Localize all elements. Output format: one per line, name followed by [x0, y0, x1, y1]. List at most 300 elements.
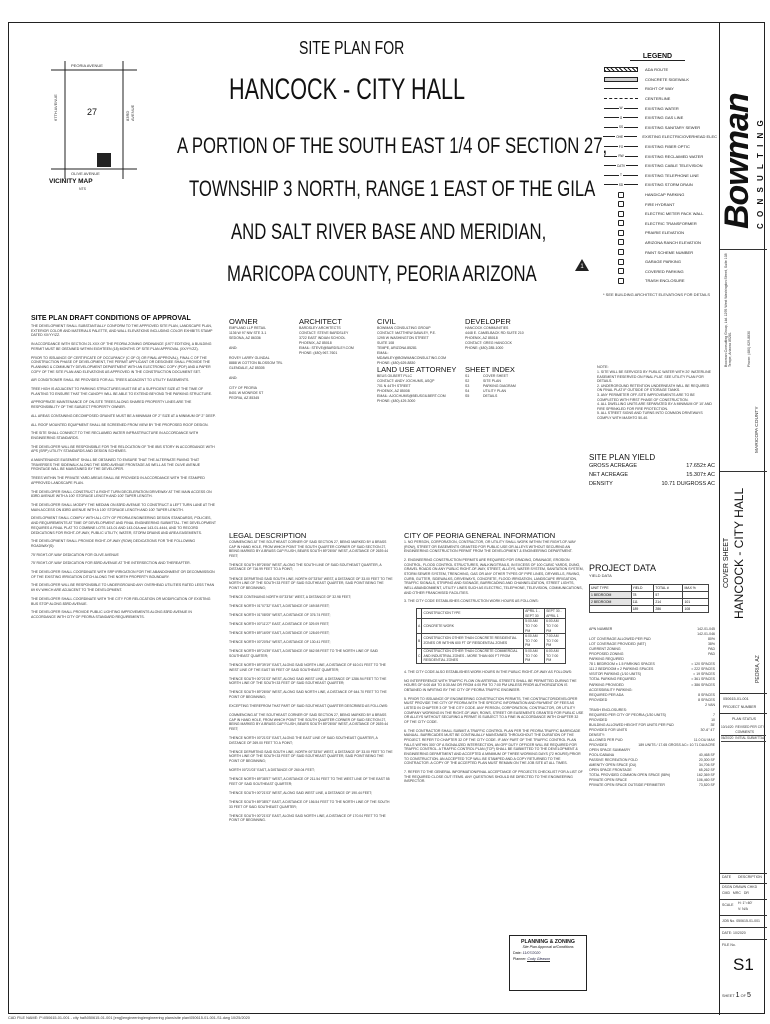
note-item: 3. ANY PERIMETER OFF-SITE IMPROVEMENTS ARE TO BE COMPLETED WITH FIRST PHASE OF CONSTRUCTION.: [597, 392, 695, 402]
legend-label: ELECTRIC METER PACK WALL: [645, 211, 704, 217]
project-data-label: ALLOWED PER PUD: [589, 738, 623, 743]
legend-row: [597, 113, 717, 123]
project-data-value: 34,706 SF: [698, 763, 715, 768]
unit-table-cell: [683, 592, 709, 599]
project-data-label: PASSIVE RECREATION FOLD: [589, 758, 638, 763]
condition-item: AIR CONDITIONER SHALL BE PROVIDED FOR ALL TREES ADJACENT TO UTILITY EASEMENTS.: [31, 378, 190, 383]
civil-title: CIVIL: [377, 317, 396, 326]
unit-table-cell: 111: [631, 599, 654, 606]
yield-label: NET ACREAGE: [589, 472, 629, 478]
sheet-index-name: PARKING DIAGRAM: [483, 384, 516, 388]
project-data-label: LOT COVERAGE ALLOWED PER P&D: [589, 637, 651, 642]
stamp-title: PLANNING & ZONING: [521, 939, 575, 945]
unit-yield-table: [589, 584, 709, 613]
project-data-value: 7: [713, 712, 715, 717]
land_use-line: BEUS GILBERT PLLC: [377, 374, 413, 378]
land_use-line: PHOENIX, AZ 85008: [377, 389, 410, 393]
title-line-2: HANCOCK - CITY HALL: [229, 73, 466, 106]
project-data-value: 189 UNITS / 17.65 GROSS AC= 10.71 DU/ACRE: [638, 743, 715, 748]
legend-row: [597, 151, 717, 161]
project-data-label: 78 1 BEDROOM x 1.5 PARKING SPACES: [589, 662, 655, 667]
legend-symbol-cp-icon: [597, 268, 645, 274]
legend-label: PAINT SCHEME NUMBER: [645, 249, 694, 255]
project-data-label: REQUIRED PER CITY OF PEORIA (1/30 UNITS): [589, 712, 666, 717]
project-data-label: PRIVATE OPEN SPACE OUTSIDE PERIMETER: [589, 783, 665, 788]
legend-label: EXISTING STORM DRAIN: [645, 182, 693, 188]
unit-table-cell: 78: [631, 592, 654, 599]
company-sub: C O N S U L T I N G: [756, 118, 765, 229]
project-data-value: 30'-6" 47': [700, 727, 715, 732]
owner-line: AND:: [229, 376, 238, 380]
drawn-value: MRC: [732, 891, 741, 895]
plan-status-label: PLAN STATUS: [732, 717, 757, 721]
civil-text: [377, 326, 452, 366]
plan-status-desc: INITIAL SUBMITTAL: [735, 736, 765, 740]
legend-label: EXISTING ELECTRIC/OVERHEAD ELEC: [642, 134, 717, 140]
job-no-value: 050615-01-001: [736, 919, 760, 923]
condition-item: THE DEVELOPER SHALL CONSTRUCT A RIGHT TURN DECELERATION DRIVEWAY AT THE MAIN ACCESS ON 83RD AVENUE WITH A 100' STORAGE LENGTH AND 100' TAPER LENGTH.: [31, 489, 212, 499]
legend-row: [597, 65, 717, 75]
tb-description-label: DESCRIPTION: [738, 875, 762, 879]
legal-paragraph: THENCE NORTH 89°39'19" EAST, ALONG SAID NORTH LINE, A DISTANCE OF 610.01 FEET TO THE WEST LINE OF THE EAST 55 FEET OF SAID SOUTHEAST QUARTER;: [229, 663, 386, 672]
legend-symbol-ss-icon: SS: [597, 124, 645, 130]
stamp-date-label: Date:: [513, 951, 522, 955]
of-word: OF: [740, 994, 746, 998]
project-number-label: PROJECT NUMBER: [723, 705, 757, 709]
project-data-label: PROVIDED: [589, 743, 608, 748]
project-data-label: REQUIRED PER ADA: [589, 692, 624, 697]
owner-line: PEORIA, AZ 85345: [229, 396, 260, 400]
legend-symbol-fo-icon: FO: [597, 144, 645, 150]
legend-label: GARAGE PARKING: [645, 259, 681, 265]
legal-paragraph: THENCE SOUTH 00°21'03" WEST, ALONG SAID WEST LINE, A DISTANCE OF 190.44 FEET;: [229, 790, 372, 795]
legend-symbol-g-icon: G: [597, 115, 645, 121]
sheet-word: SHEET: [722, 994, 735, 998]
civil-line: TEMPE, ARIZONA 85281: [377, 346, 417, 350]
yield-value: 17.652± AC: [686, 463, 715, 469]
project-data: [589, 563, 715, 789]
legend: [597, 53, 717, 297]
general-info-item: 3. THE CITY CODE ESTABLISHES CONSTRUCTION WORK HOURS AS FOLLOWS:: [404, 599, 539, 604]
company-logo: Bowman: [718, 93, 756, 229]
legend-symbol-sd-icon: SD: [597, 182, 645, 188]
owner-line: 1136 W 97 NW STE 3-1: [229, 331, 267, 335]
vicinity-nts: NTS: [79, 187, 86, 191]
condition-item: A MAINTENANCE EASEMENT SHALL BE OBTAINED TO ENSURE THAT THE ALTERNATE PAVING THAT TRAVERSES THE SIDEWALK ALONG THE 83RD AVENUE FRONTAGE AS WELL AS THE OLIVE AVENUE FRONTAGE WILL BE MAINTAINED BY THE DEVELOPER.: [31, 458, 201, 472]
title-line-1: SITE PLAN FOR: [299, 38, 405, 58]
legal-paragraph: THENCE SOUTH 89°38'57" EAST, A DISTANCE OF 156.54 FEET TO THE NORTH LINE OF THE SOUTH 33 FEET OF SAID SOUTHEAST QUARTER;: [229, 799, 390, 809]
legend-label: ELECTRIC TRANSFORMER: [645, 220, 697, 226]
legend-row: [597, 190, 717, 200]
legal-paragraph: NORTH 00°21'03" EAST, A DISTANCE OF 260.04 FEET;: [229, 768, 315, 773]
legend-label: COVERED PARKING: [645, 268, 684, 274]
legend-symbol-em-icon: [597, 211, 645, 217]
vicinity-map-title: VICINITY MAP: [49, 178, 93, 185]
stamp-planner: Cody Gleason: [527, 957, 551, 961]
sheet-index-name: SITE PLAN: [483, 379, 501, 383]
job-number-top: 050615-01-001: [723, 697, 749, 701]
legend-label: TRASH ENCLOSURE: [645, 278, 685, 284]
land-use-title: LAND USE ATTORNEY: [377, 365, 457, 374]
unit-table-cell: 108: [683, 606, 709, 613]
condition-item: THE DEVELOPER WILL BE RESPONSIBLE TO UNDERGROUND ANY OVERHEAD UTILITIES RATED LESS THAN 69 KV WHICH ARE ADJACENT TO THE DEVELOPMENT.: [31, 583, 215, 593]
legend-symbol-gp-icon: [597, 259, 645, 265]
unit-table-row: [590, 599, 709, 606]
developer-line: PHONE: (480) 285-1000: [465, 346, 504, 350]
unit-table-header: UNIT TYPE: [590, 585, 632, 592]
owner-text: [229, 326, 289, 401]
civil-line: EMAIL: MDAWLEY@BOWMANCONSULTING.COM: [377, 351, 447, 360]
general-info-item: 5. PRIOR TO ISSUANCE OF ENGINEERING CONSTRUCTION PERMITS, THE CONTRACTOR/DEVELOPER MUST PROVIDE THE CITY OF PEORIA WITH THE SPECIFIC INFORMATION AND PAYMENT OF FEES AS LISTED IN CHAPTER 3 OF THE CITY CODE. ANY PERSON, CORPORATION, CONTRACTOR, OR UTILITY COMPANY WORKING IN THE RIGHT-OF-WAY, ROWS, STREET OR EASEMENTS GRANTED FOR PUBLIC USE OR ALLEYS WITHOUT SECURING A PERMIT IS SUBJECT TO A FINE IN ACCORDANCE WITH CHAPTER 32 OF THE CITY CODE.: [404, 696, 584, 724]
title-line-3: A PORTION OF THE SOUTH EAST 1/4 OF SECTION 27,: [177, 133, 608, 158]
general-info-item: 6. THE CONTRACTOR SHALL SUBMIT A TRAFFIC CONTROL PLAN PER THE PEORIA TRAFFIC BARRICADE MANUAL. BARRICADES MUST BE CONTINUALLY MAINTAINED THROUGHOUT THE DURATION OF THE PROJECT. REFER TO CHAPTER 32 OF THE CITY CODE. IF ANY PART OF THE TRAFFIC CONTROL PLAN FALLS WITHIN 300' OF A SIGNALIZED INTERSECTION, AN OFF DUTY OFFICER WILL BE REQUIRED FOR TRAFFIC CONTROL. A TRAFFIC CONTROL PLAN (TCP) SHALL BE SUBMITTED TO THE DEVELOPMENT & ENGINEERING DEPARTMENT AND ACCEPTED A MINIMUM OF THREE WORKING DAYS (72 HOURS) PRIOR TO CONSTRUCTION. AN ACCEPTED TCP WILL BE STAMPED AND A COPY RETURNED TO THE CONTRACTOR. A COPY OF THE ACCEPTED PLAN MUST REMAIN ON THE JOB SITE AT ALL TIMES.: [404, 728, 581, 766]
land-use-text: [377, 374, 457, 404]
unit-table-cell: 214: [654, 599, 683, 606]
legend-row: [597, 132, 717, 142]
tb-date-label: DATE: [722, 875, 732, 879]
sheet-index-code: S1: [465, 374, 470, 378]
legal-list: [229, 540, 394, 823]
vicinity-map: [51, 61, 137, 181]
legend-row: [597, 75, 717, 85]
work-hours-row: [417, 634, 566, 649]
sheet-count: [722, 993, 766, 999]
date2-key: DATE:: [722, 931, 733, 935]
vicinity-section-number: 27: [87, 107, 98, 117]
owner-line: AND:: [229, 346, 238, 350]
developer-line: PHOENIX, AZ 85018: [465, 336, 498, 340]
work-hours-cell: C: [417, 649, 422, 664]
company-address: Bowman Consulting Group, Ltd. 1295 West Washington Street, Suite 108 Tempe, Arizona 85281: [724, 253, 733, 367]
condition-item: TREE HIGH IS ADJACENT TO PARKING STRUCTURES MUST BE AT A SUFFICIENT SIZE AT THE TIME OF PLANTING TO ENSURE THAT THE CANOPY WILL BE ABLE TO EXTEND BEYOND THE PARKING STRUCTURE.: [31, 387, 213, 396]
condition-item: ALL AREAS CONTAINING DECOMPOSED GRANITE MUST BE A MINIMUM OF 2" SIZE AT A MINIMUM OF 2" DEEP.: [31, 413, 216, 418]
legend-symbol-te-icon: [597, 278, 645, 284]
sheet-index-name: UTILITY PLAN: [483, 389, 507, 393]
project-data-details: [589, 627, 715, 789]
developer-line: HANCOCK COMMUNITIES: [465, 326, 509, 330]
legend-row: [597, 142, 717, 152]
bowman-logo: [718, 29, 765, 239]
work-hours-cell: 7:00 AM TO 7:00 PM: [545, 634, 566, 649]
work-hours-cell: CONSTRUCTION OTHER THAN CONCRETE RESIDENTIAL ZONES OR WITHIN 600 FT OF RESIDENTIAL ZONES: [422, 634, 524, 649]
project-name-vertical: HANCOCK - CITY HALL: [732, 487, 746, 619]
sheet-index: [465, 365, 545, 399]
condition-item: 75' RIGHT-OF-WAY DEDICATION FOR OLIVE AVENUE: [31, 552, 119, 557]
revision-number: 1: [580, 264, 584, 270]
stamp-date: 11/07/2020: [522, 951, 541, 955]
legend-symbol-ohe-icon: OHE: [597, 134, 642, 140]
general-info-item: NO INTERFERENCE WITH TRAFFIC FLOW ON ARTERIAL STREETS SHALL BE PERMITTED DURING THE HOURS OF 6:00 AM TO 8:30 AM OR FROM 4:00 PM TO 7:00 PM UNLESS PRIOR AUTHORIZATION IS OBTAINED IN WRITING BY THE CITY OF PEORIA TRAFFIC ENGINEER.: [404, 678, 577, 693]
condition-item: ALL ROOF MOUNTED EQUIPMENT SHALL BE SCREENED FROM VIEW BY THE PROPOSED ROOF DESIGN.: [31, 422, 209, 427]
condition-item: 75' RIGHT-OF-WAY DEDICATION FOR 83RD AVENUE AT THE INTERSECTION AND THEREAFTER.: [31, 561, 191, 566]
legend-note: * SEE BUILDING ARCHITECT ELEVATIONS FOR DETAILS: [603, 291, 711, 297]
land-use-block: [377, 365, 457, 404]
legend-label: ADA ROUTE: [645, 67, 669, 73]
scale-h: H: 1"=60': [738, 901, 753, 905]
owner-title: OWNER: [229, 317, 258, 326]
dsgn-value: CMD: [722, 891, 730, 895]
developer-line: 4448 E. CAMELBACK RD SUITE 210: [465, 331, 524, 335]
site-plan-yield: [589, 453, 715, 489]
legend-title: LEGEND: [630, 53, 685, 61]
land_use-line: CONTACT: ANDY JOCHUMS, ASQP: [377, 379, 435, 383]
condition-item: DEVELOPMENT SHALL COMPLY WITH ALL CITY OF PEORIA ENGINEERING DESIGN STANDARDS, POLICIES, AND REQUIREMENTS AT TIME OF DEVELOPMENT AND FINAL ENGINEERING SUBMITTAL. THE DEVELOPMENT REQUIRES A FINAL PLAT TO COMBINE LOTS 143-01 AND 143-01A and 143-01-4444, AND TO RECORD DEDICATIONS FOR RIGHT-OF-WAY, PUBLIC UTILITY, WATER, STORM DRAINS AND AREA EASEMENTS.: [31, 516, 216, 535]
architect-block: [299, 317, 364, 356]
stamp-planner-label: Planner:: [513, 957, 527, 961]
drawing-sheet: [8, 22, 765, 1014]
stamp-approval: Site Plan Approval w/Conditions: [522, 945, 574, 949]
file-label: FILE No.: [722, 943, 736, 947]
work-hours-cell: CONCRETE WORK: [422, 619, 524, 634]
unit-table-header: MAX %: [683, 585, 709, 592]
legend-row: [597, 276, 717, 286]
condition-item: THE DEVELOPER SHALL PROVIDE PUBLIC LIGHTING IMPROVEMENTS ALONG 83RD AVENUE IN ACCORDANCE WITH CITY OF PEORIA STANDARD REQUIREMENTS.: [31, 610, 192, 619]
project-data-value: = 120 SPACES: [691, 662, 715, 667]
unit-table-header: TOTAL #: [654, 585, 683, 592]
legend-symbol-hatch-icon: [597, 67, 645, 73]
project-data-label: OPEN SPACE SUMMARY: [589, 748, 631, 753]
project-data-label: OPEN SPACE FRONTAGE: [589, 768, 632, 773]
job-no-label: JOB No.: [722, 919, 736, 923]
yield-value: 15.307± AC: [686, 472, 715, 478]
vicinity-street-south: OLIVE AVENUE: [71, 171, 100, 176]
project-data-value: 142-01-045 142-01-046: [697, 627, 715, 637]
legal-paragraph: THENCE DEPARTING SAID SOUTH LINE, NORTH 00°33'54" WEST, A DISTANCE OF 33.00 FEET TO THE NORTH LINE OF THE SOUTH 33 FEET OF SAID SOUTHEAST QUARTER, SAID POINT BEING THE POINT OF BEGINNING;: [229, 576, 393, 590]
unit-table-row: [590, 592, 709, 599]
owner-block: [229, 317, 289, 401]
owner-line: EMPLAND LLP RETAIL: [229, 326, 267, 330]
yield-row: [589, 480, 715, 489]
project-data-value: 162,369 SF: [696, 773, 715, 778]
legend-list: [597, 65, 717, 286]
condition-item: THE DEVELOPER WILL BE RESPONSIBLE FOR THE RELOCATION OF THE IBIS STORY IN ACCORDANCE WITH APS (SRP) UTILITY STANDARDS AND DESIGN SCHEMES.: [31, 444, 215, 454]
cad-file-footer: CAD FILE NAME: P:\050615-01-001 - city hall\050615-01-001 [eng]\engineering\engineering plans\site plan\050615-01-001-S1.dwg 10/25/2020: [8, 1016, 250, 1020]
sheet-index-name: COVER SHEET: [483, 374, 509, 378]
project-data-label: PROVIDED: [589, 717, 608, 722]
legend-symbol-line-icon: [597, 86, 645, 92]
project-data-value: 40,468 SF: [698, 753, 715, 758]
plan-status-rows: [721, 725, 766, 742]
unit-table-cell: 57: [654, 592, 683, 599]
legend-symbol-dash-icon: [597, 96, 645, 102]
project-data-label: VISITOR PARKING (1/10 UNITS): [589, 672, 641, 677]
land_use-line: EMAIL: AJOCHUMS@BEUSGILBERT.COM: [377, 394, 446, 398]
project-data-value: = 361 SPACES: [691, 677, 715, 682]
legend-label: EXISTING RECLAIMED WATER: [645, 153, 704, 159]
plan-status-row: [721, 725, 766, 736]
project-data-value: = 222 SPACES: [691, 667, 715, 672]
condition-item: TREES WITHIN THE PRIVATE YARD AREAS SHALL BE PROVIDED IN ACCORDANCE WITH THE STAMPED APPROVED LANDSCAPE PLAN.: [31, 476, 205, 485]
project-data-value: 106,460 SF: [696, 778, 715, 783]
project-data-label: PROVIDED FOR UNITS: [589, 727, 628, 732]
legal-paragraph: THENCE NORTH 00°20'54" WEST, A DISTANCE OF 130.41 FEET;: [229, 640, 331, 645]
general-information: [404, 531, 584, 788]
legend-label: EXISTING CABLE TELEVISION: [645, 163, 703, 169]
drawn-label: DRAWN: [733, 885, 747, 889]
chkd-label: CHKD: [747, 885, 758, 889]
project-data-value: = 386 SPACES: [691, 682, 715, 687]
general-info-item: 1. NO PERSON, CORPORATION, CONTRACTOR, OR UTILITY SHALL WORK WITHIN THE RIGHT-OF-WAY (ROW), STREET OR EASEMENTS GRANTED FOR PUBLIC USE OR ALLEYS WITHOUT SECURING AN ENGINEERING CONSTRUCTION PERMIT FROM THE DEVELOPMENT & ENGINEERING DEPARTMENT.: [404, 540, 576, 554]
project-data-label: TOTAL PROVIDED COMMON OPEN SPACE (58%): [589, 773, 671, 778]
work-hours-header-cell: APRIL 1 - SEPT 30: [524, 608, 545, 618]
legend-symbol-dots-icon: [597, 76, 645, 82]
developer-line: CONTACT: GREG HANCOCK: [465, 341, 512, 345]
unit-table-cell: 286: [654, 606, 683, 613]
legend-row: [597, 257, 717, 267]
sheet-num: 1: [735, 992, 740, 999]
date2-label: [722, 931, 746, 936]
owner-line: 8888 W COTTON BLOSSOM TRL: [229, 361, 283, 365]
plan-status-date: 06/20/20: [721, 736, 734, 740]
project-data-label: POOL/CABANA: [589, 753, 615, 758]
project-data-value: PAD: [708, 647, 715, 652]
yield-value: 10.71 DU/GROSS AC: [661, 481, 715, 487]
work-hours-header: [417, 608, 566, 618]
sheet-index-name: DETAILS: [483, 394, 498, 398]
project-data-value: 2 VAN: [705, 702, 715, 707]
condition-item: THE DEVELOPER SHALL COORDINATE WITH THE CITY FOR RELOCATION OR MODIFICATION OF EXISTING BUS STOP ALONG 83RD AVENUE.: [31, 596, 211, 606]
project-data-value: 8 SPACES: [698, 692, 715, 697]
project-data-label: PARKING PROVIDED: [589, 682, 624, 687]
sheet-index-code: S5: [465, 394, 470, 398]
project-data-label: APN NUMBER: [589, 627, 613, 631]
legend-row: [597, 103, 717, 113]
general-info-item: 2. ENGINEERING CONSTRUCTION PERMITS ARE REQUIRED FOR GRADING, DRAINAGE, EROSION CONTROL, FLOOD CONTROL STRUCTURES, WALKING/TRAILS, IN EXCESS OF 100 CUBIC YARDS, DUNG, GRAVEL ROADS ON ANY PUBLIC RIGHT-OF-WAY, STREET, ALLEYS, WATER SYSTEM, SANITATION SYSTEM, STORM SEWER SYSTEM, TRENCHING, GAS OR ANY OTHER TYPES OF PIPE LINES, DRYWELLS, PAVING, CURB, GUTTER, SIDEWALKS, DRIVEWAYS, CONCRETE, FLOOD IRRIGATION, LANDSCAPE IRRIGATION, TRAFFIC SIGNALS, STRIPING AND SIGNAGE, BARRICADING AND CHANNELIZATION, STREET LIGHTS, WELL ABANDONMENT, UTILITY LINES SUCH AS ELECTRIC, TELEPHONE, TELEVISION, COMMUNICATIONS, AND OTHER FRANCHISED FACILITIES.: [404, 557, 584, 595]
notes-block: [597, 365, 715, 421]
legend-label: PRAIRIE ELEVATION: [645, 230, 684, 236]
work-hours-cell: 6:00 AM TO 7:00 PM: [545, 619, 566, 634]
company-phone: Phone: (480) 629-8830: [747, 331, 751, 367]
general-info-title: CITY OF PEORIA GENERAL INFORMATION: [404, 531, 556, 540]
architect-line: BARDSLEY ARCHITECTS: [299, 326, 341, 330]
legend-label: EXISTING FIBER OPTIC: [645, 144, 690, 150]
yield-rows: [589, 462, 715, 489]
project-data-label: ACCESSIBILITY PARKING:: [589, 687, 633, 692]
legend-label: FIRE HYDRANT: [645, 201, 675, 207]
condition-item: APPROPRIATE MAINTENANCE OF ON-SITE TREES ALONG SHARED PROPERTY LINES ARE THE RESPONSIBILITY OF THE SUBJECT PROPERTY OWNER.: [31, 400, 192, 410]
legend-label: EXISTING WATER: [645, 105, 679, 111]
state-label: PEORIA, AZ: [755, 655, 761, 683]
condition-item: PRIOR TO ISSUANCE OF CERTIFICATE OF OCCUPANCY (C OF O) OR FINAL APPROVAL), FINAL C OF THE CONSTRUCTION PHASE OF DEVELOPMENT, THE PERMIT APPLICANT OR DESIGNEE SHALL PROVIDE THE PLANNING & COMMUNITY DEVELOPMENT DEPARTMENT WITH AN ELECTRONIC COPY (PDF) AND A PAPER COPY OF THE SITE PLAN AND ELEVATIONS AS APPROVED IN THE CONSTRUCTION DOCUMENT SET.: [31, 355, 211, 374]
legend-row: [597, 171, 717, 181]
county-label: MARICOPA COUNTY: [755, 406, 760, 453]
legend-row: [597, 238, 717, 248]
title-line-4: TOWNSHIP 3 NORTH, RANGE 1 EAST OF THE GILA: [189, 176, 596, 201]
unit-table-cell: 2 BEDROOM: [590, 599, 632, 606]
sheet-index-row: [465, 394, 545, 399]
civil-line: BOWMAN CONSULTING GROUP: [377, 326, 431, 330]
title-block: [719, 23, 766, 1015]
work-hours-cell: 5:00 AM TO 7:00 PM: [524, 649, 545, 664]
vicinity-map-drawing: [51, 61, 137, 181]
legend-row: [597, 123, 717, 133]
project-data-value: 65,262 SF: [698, 768, 715, 773]
unit-table-cell: 1 BEDROOM: [590, 592, 632, 599]
legal-paragraph: EXCEPTING THEREFROM THAT PART OF SAID SOUTHEAST QUARTER DESCRIBED AS FOLLOWS:: [229, 704, 389, 709]
project-data-label: PROPOSED ZONING: [589, 652, 624, 657]
legal-title: LEGAL DESCRIPTION: [229, 531, 307, 540]
condition-item: THE DEVELOPMENT SHALL PROVIDE RIGHT-OF-WAY (ROW) DEDICATIONS FOR THE FOLLOWING ROADWAY(S):: [31, 539, 196, 548]
yield-title: SITE PLAN YIELD: [589, 453, 656, 462]
architect-title: ARCHITECT: [299, 317, 342, 326]
legend-symbol-hc-icon: [597, 192, 645, 198]
legal-paragraph: THENCE SOUTH 00°21'03" EAST, ALONG SAID NORTH LINE, A DISTANCE OF 170.04 FEET TO THE POINT OF BEGINNING.: [229, 813, 386, 823]
legend-row: [597, 247, 717, 257]
owner-line: 8401 W MONROE ST: [229, 391, 264, 395]
yield-label: DENSITY: [589, 481, 613, 487]
project-data-label: LOT COVERAGE PROVIDED (NET): [589, 642, 647, 647]
project-data-label: PROVIDED: [589, 697, 608, 702]
work-hours-cell: A: [417, 619, 422, 634]
project-data-label: TRASH ENCLOSURES:: [589, 707, 627, 712]
title-line-5: AND SALT RIVER BASE AND MERIDIAN,: [231, 219, 547, 244]
general-info-item: 4. THE CITY CODE ALSO ESTABLISHES WORK HOURS IN THE PUBLIC RIGHT-OF-WAY AS FOLLOWS:: [404, 670, 572, 675]
legal-paragraph: THENCE NORTH 89°24'39" EAST, A DISTANCE OF 562.98 FEET TO THE NORTH LINE OF SAID SOUTHEAST QUARTER;: [229, 649, 378, 658]
condition-item: IN ACCORDANCE WITH SECTION 21.XXX OF THE PEORIA ZONING ORDINANCE (1977 EDITION), A BUILDING PERMIT MUST BE OBTAINED WITHIN EIGHTEEN (18) MONTHS OF SITE PLAN APPROVAL (XX/YY/ZZ).: [31, 342, 212, 351]
condition-item: THE DEVELOPER SHALL MODIFY THE MEDIAN ON 83RD AVENUE TO CONSTRUCT A LEFT TURN LANE AT THE MAIN ACCESS ON 83RD AVENUE WITH A 100' STORAGE LENGTH AND 100' TAPER LENGTH.: [31, 502, 215, 512]
sheet-index-list: [465, 374, 545, 399]
work-hours-cell: 6:00 AM TO 7:00 PM: [545, 649, 566, 664]
conditions-title: SITE PLAN DRAFT CONDITIONS OF APPROVAL: [31, 315, 191, 322]
plan-status-row: [721, 736, 766, 742]
conditions-of-approval: [31, 315, 216, 624]
developer-block: [465, 317, 545, 351]
legal-paragraph: THENCE NORTH 89°16'09" EAST, A DISTANCE OF 128.69 FEET;: [229, 631, 330, 636]
architect-line: 3722 EAST INDIAN SCHOOL: [299, 336, 346, 340]
legend-symbol-rw-icon: RW: [597, 153, 645, 159]
sheet-index-code: S2: [465, 379, 470, 383]
work-hours-table: [416, 608, 566, 664]
unit-table-cell: 189: [631, 606, 654, 613]
project-data-value: 10: [711, 717, 715, 722]
project-data-value: 11.0 DU MAX: [693, 738, 715, 743]
yield-row: [589, 471, 715, 480]
architect-line: PHOENIX, AZ 85018: [299, 341, 332, 345]
tb-dsgn: [722, 885, 757, 890]
legal-paragraph: THENCE SOUTH 89°26'06" WEST, ALONG SAID NORTH LINE, A DISTANCE OF 644.70 FEET TO THE POINT OF BEGINNING;: [229, 690, 387, 700]
project-data-value: 38%: [707, 642, 715, 647]
yield-label: GROSS ACREAGE: [589, 463, 637, 469]
architect-text: [299, 326, 364, 356]
owner-line: SEDONA, AZ 86336: [229, 336, 261, 340]
project-data-label: BUILDING ALLOWED HEIGHT FOR UNITS PER P&D: [589, 722, 674, 727]
legal-paragraph: THENCE SOUTH 00°21'03" WEST, ALONG SAID WEST LINE, A DISTANCE OF 1286.94 FEET TO THE NORTH LINE OF THE SOUTH 33 FEET OF SAID SOUTHEAST QUARTER;: [229, 676, 387, 686]
civil-line: PHONE: (480) 629-8830: [377, 361, 416, 365]
job-label: [722, 919, 760, 924]
unit-table-row: [590, 606, 709, 613]
owner-line: ROVEY LARRY GLINDAL: [229, 356, 270, 360]
sheet-index-title: SHEET INDEX: [465, 365, 515, 374]
developer-title: DEVELOPER: [465, 317, 511, 326]
work-hours-header-cell: CONSTRUCTION TYPE: [422, 608, 524, 618]
project-data-label: DENSITY:: [589, 732, 605, 737]
note-item: 1. SITE WILL BE SERVICED BY PUBLIC WATER WITH 20' WATERLINE EASEMENT RESERVED ON FINAL PLAT. SEE UTILITY PLAN FOR DETAILS.: [597, 370, 711, 384]
legal-paragraph: THENCE NORTH 01°07'32" EAST, A DISTANCE OF 169.58 FEET;: [229, 603, 330, 608]
legal-paragraph: COMMENCING AT THE SOUTHEAST CORNER OF SAID SECTION 27, BEING MARKED BY A BRASS CAP IN HAND HOLE, FROM WHICH POINT THE SOUTH QUARTER CORNER OF SAID SECTION 27, BEING MARKED BY A BRASS CAP FLUSH, BEARS SOUTH 89°26'06" WEST, A DISTANCE OF 2639.44 FEET;: [229, 540, 389, 558]
legend-symbol-pe-icon: [597, 230, 645, 236]
note-item: 4. ALL DWELLING UNITS ARE SEPARATED BY A MINIMUM OF 10' AND FIRE SPRINKLED FOR FIRE PROTECTION.: [597, 402, 712, 411]
architect-line: PHONE: (480) 967-7601: [299, 351, 338, 355]
land_use-line: PHONE: (480) 429-3000: [377, 399, 416, 403]
project-data-value: 35': [710, 722, 715, 727]
project-data-label: AMENITY OPEN SPACE (DU): [589, 763, 637, 768]
work-hours-cell: 5:00 AM TO 7:00 PM: [524, 619, 545, 634]
legend-symbol-et-icon: [597, 220, 645, 226]
project-data-label: TOTAL PARKING REQUIRED: [589, 677, 636, 682]
project-data-label: CURRENT ZONING: [589, 647, 621, 652]
chkd-value: DR: [743, 891, 749, 895]
plan-status-date: 10/14/20: [721, 725, 734, 729]
